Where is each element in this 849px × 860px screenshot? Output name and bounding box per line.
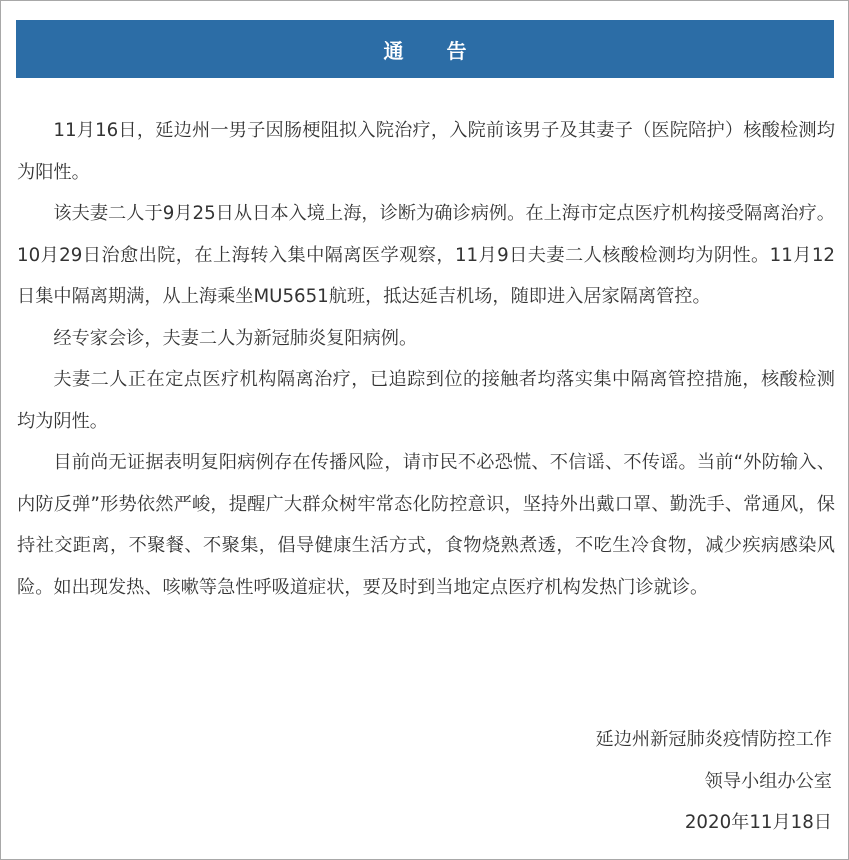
signature-org-line-2: 领导小组办公室 xyxy=(704,770,832,792)
notice-paragraph-5: 目前尚无证据表明复阳病例存在传播风险，请市民不必恐慌、不信谣、不传谣。当前“外防输入、内防反弹”形势依然严峻，提醒广大群众树牢常态化防控意识，坚持外出戴口罩、勤洗手、常通风，保持社交距离，不聚餐、不聚集，倡导健康生活方式，食物烧熟煮透，不吃生冷食物，减少疾病感染风险。如出现发热、咳嗽等急性呼吸道症状，要及时到当地定点医疗机构发热门诊就诊。 xyxy=(17,452,835,598)
notice-paragraph-4: 夫妻二人正在定点医疗机构隔离治疗，已追踪到位的接触者均落实集中隔离管控措施，核酸检测均为阴性。 xyxy=(17,369,835,432)
notice-title-banner xyxy=(16,20,834,78)
notice-signature xyxy=(332,719,832,844)
notice-paragraph-3: 经专家会诊，夫妻二人为新冠肺炎复阳病例。 xyxy=(53,327,418,349)
signature-org-line-1: 延边州新冠肺炎疫情防控工作 xyxy=(595,729,832,750)
notice-paragraph-2: 该夫妻二人于9月25日从日本入境上海，诊断为确诊病例。在上海市定点医疗机构接受隔离治疗。10月29日治愈出院，在上海转入集中隔离医学观察，11月9日夫妻二人核酸检测均为阴性。11月12日集中隔离期满，从上海乘坐MU5651航班，抵达延吉机场，随即进入居家隔离管控。 xyxy=(17,203,835,307)
notice-title: 通 告 xyxy=(383,38,485,63)
notice-body xyxy=(17,110,835,608)
signature-date: 2020年11月18日 xyxy=(684,812,832,833)
notice-paragraph-1: 11月16日，延边州一男子因肠梗阻拟入院治疗，入院前该男子及其妻子（医院陪护）核酸检测均为阳性。 xyxy=(17,120,835,183)
